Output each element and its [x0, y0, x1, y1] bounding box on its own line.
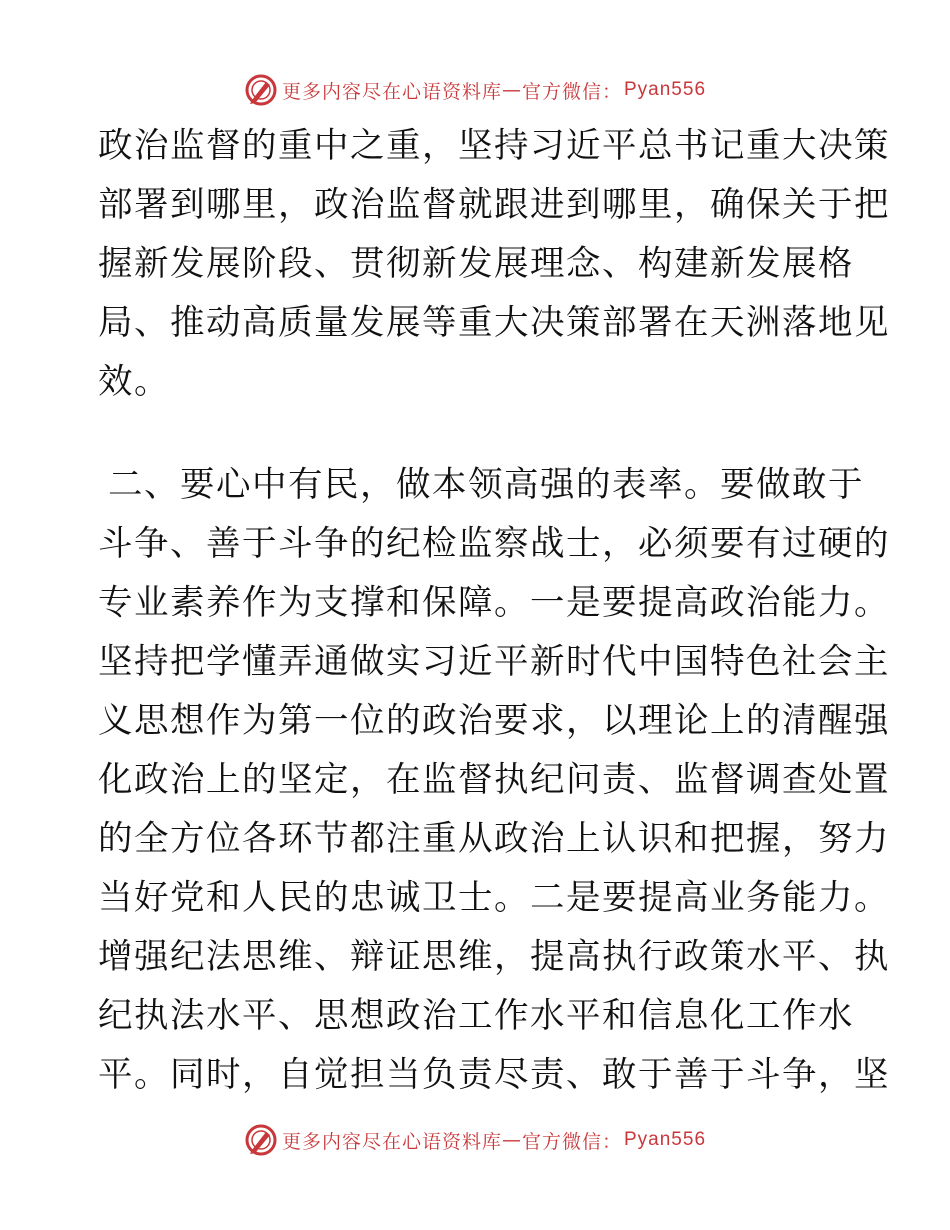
paragraph-1 — [98, 117, 890, 412]
paragraph-gap — [98, 412, 858, 456]
paragraph-2 — [98, 456, 890, 1105]
text-line: 纪执法水平、思想政治工作水平和信息化工作水 — [98, 996, 854, 1036]
text-line: 的全方位各环节都注重从政治上认识和把握，努力 — [98, 819, 890, 859]
text-line: 部署到哪里，政治监督就跟进到哪里，确保关于把 — [98, 185, 890, 225]
watermark-dash: — — [501, 1129, 522, 1151]
watermark-wechat-id: Pyan556 — [624, 1129, 707, 1150]
text-line: 化政治上的坚定，在监督执纪问责、监督调查处置 — [98, 760, 890, 800]
text-line: 当好党和人民的忠诚卫士。二是要提高业务能力。 — [98, 878, 890, 918]
text-line: 平。同时，自觉担当负责尽责、敢于善于斗争，坚 — [98, 1055, 890, 1095]
watermark-wechat-id: Pyan556 — [624, 79, 707, 100]
text-line: 局、推动高质量发展等重大决策部署在天洲落地见 — [98, 303, 890, 343]
watermark-wechat-label: 官方微信： — [521, 80, 622, 103]
text-line: 握新发展阶段、贯彻新发展理念、构建新发展格 — [98, 244, 854, 284]
document-body — [98, 117, 890, 1105]
text-line: 义思想作为第一位的政治要求，以理论上的清醒强 — [98, 701, 890, 741]
text-line: 政治监督的重中之重，坚持习近平总书记重大决策 — [98, 126, 890, 166]
watermark-main-text: 更多内容尽在心语资料库 — [281, 1130, 502, 1153]
footer-watermark — [0, 1120, 950, 1160]
watermark-main-text: 更多内容尽在心语资料库 — [281, 80, 502, 103]
pen-logo-icon — [244, 1123, 278, 1157]
text-line: 专业素养作为支撑和保障。一是要提高政治能力。 — [98, 583, 890, 623]
text-line: 二、要心中有民，做本领高强的表率。要做敢于 — [108, 465, 864, 505]
text-line: 效。 — [98, 362, 170, 402]
watermark-wechat-label: 官方微信： — [521, 1130, 622, 1153]
text-line: 坚持把学懂弄通做实习近平新时代中国特色社会主 — [98, 642, 890, 682]
pen-logo-icon — [244, 73, 278, 107]
header-watermark — [0, 70, 950, 110]
text-line: 增强纪法思维、辩证思维，提高执行政策水平、执 — [98, 937, 890, 977]
watermark-dash: — — [501, 79, 522, 101]
text-line: 斗争、善于斗争的纪检监察战士，必须要有过硬的 — [98, 524, 890, 564]
